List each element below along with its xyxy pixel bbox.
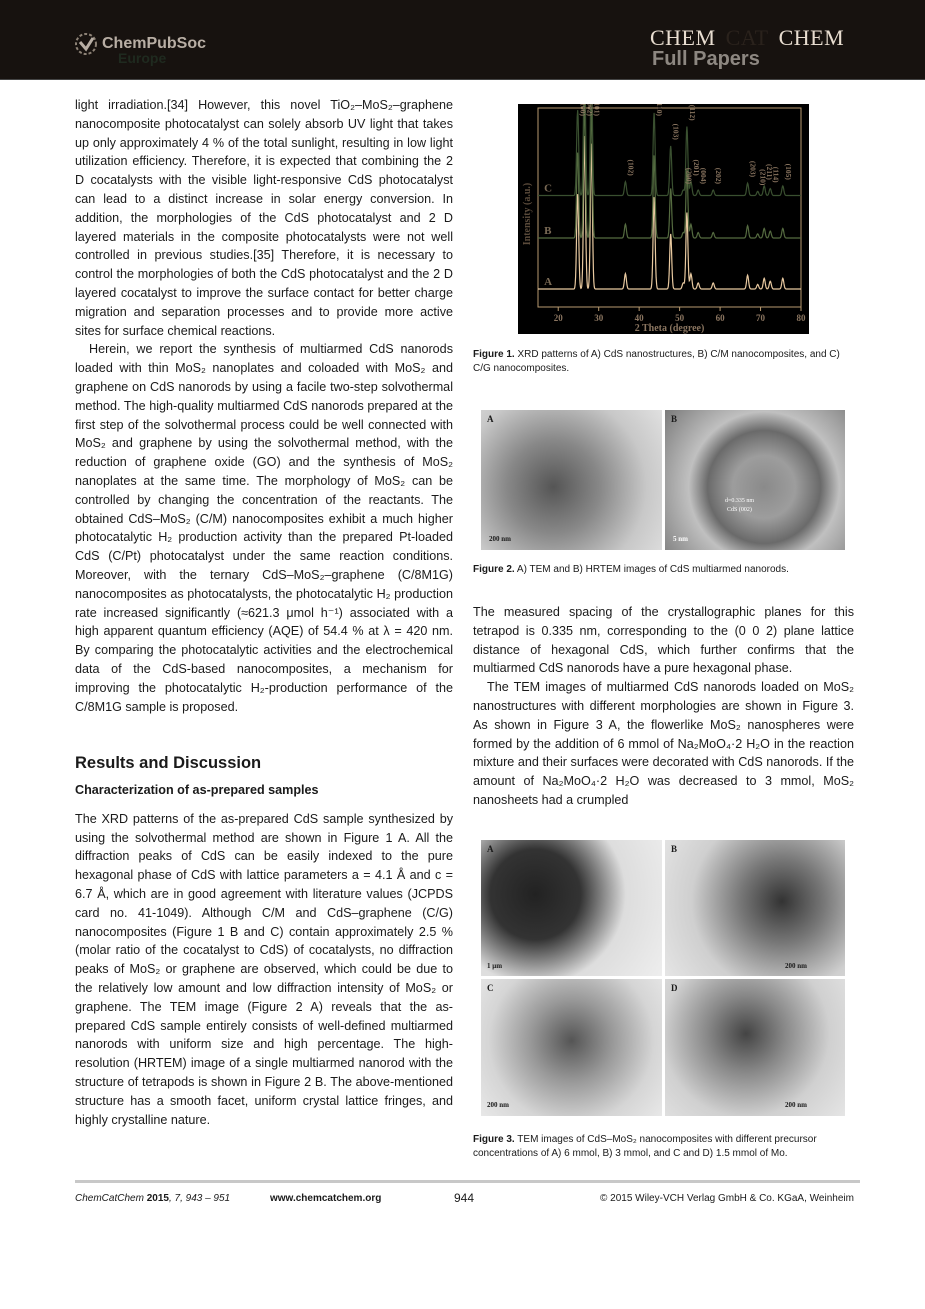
journal-title-a: CHEM (650, 25, 716, 50)
scale-bar-label: 200 nm (489, 535, 511, 543)
paragraph: The measured spacing of the crystallographic planes for this tetrapod is 0.335 nm, corresponding to the (0 0 2) plane lattice distance of hexagonal CdS, which further confirms that the multiarmed CdS nanorods have a pure hexagonal phase. (473, 605, 854, 676)
paragraph: The TEM images of multiarmed CdS nanorods loaded on MoS₂ nanostructures with different morphologies are shown in Figure 3. As shown in Figure 3 A, the flowerlike MoS₂ nanospheres were formed by the addition of 6 mmol of Na₂MoO₄·2 H₂O in the reaction mixture and their surfaces were decorated with CdS nanorods. If the amount of Na₂MoO₄·2 H₂O was decreased to 3 mmol, MoS₂ nanosheets had a crumpled (473, 680, 854, 807)
journal-header (0, 0, 925, 80)
scale-bar-label: 200 nm (487, 1101, 509, 1109)
series-label: C (544, 182, 553, 195)
peak-label: (202) (714, 167, 724, 184)
journal-title-c: CHEM (778, 25, 845, 50)
page-number: 944 (454, 1191, 475, 1205)
subsection-heading: Characterization of as-prepared samples (75, 783, 319, 798)
series-label: B (544, 225, 552, 237)
peak-label: (201) (691, 159, 701, 176)
publisher-name: ChemPubSoc (102, 35, 207, 52)
paragraph: light irradiation.[34] However, this novel TiO₂–MoS₂–graphene nanocomposite photocatalyst can solely absorb UV light that takes up only approximately 4 % of the total sunlight, resulting in low light utilization efficiency. Therefore, it is expected that combining the 2 D cocatalysts with the visible light-responsive CdS photocatalyst can lead to a distinct increase in solar energy conversion. In addition, the morphologies of the CdS photocatalyst and 2 D layered materials in the composite photocatalysts were not well controlled in previous studies.[35] Therefore, it is necessary to control the morphologies of both the CdS photocatalyst and the 2 D layered cocatalyst to improve the surface contact for better charge migration and separation processes and to provide more active sites for surface chemical reactions. (75, 98, 453, 338)
chempubsoc-logo (74, 32, 207, 66)
peak-label: (105) (783, 163, 793, 180)
section-heading: Results and Discussion (75, 754, 262, 773)
x-tick-label: 20 (553, 313, 563, 323)
series-label: A (544, 276, 553, 288)
x-tick-label: 40 (634, 313, 644, 323)
x-axis-label: 2 Theta (degree) (634, 323, 705, 334)
footer-journal: ChemCatChem (75, 1193, 144, 1204)
peak-label: (210) (758, 169, 768, 186)
figure-2a-tem-image (481, 410, 662, 550)
section-label: Full Papers (652, 48, 760, 70)
x-tick-label: 70 (756, 313, 766, 323)
scale-bar-label: 200 nm (785, 1101, 807, 1109)
right-column-text (473, 603, 854, 810)
paragraph: The XRD patterns of the as-prepared CdS sample synthesized by using the solvothermal method are shown in Figure 1 A. All the diffraction peaks of CdS can be easily indexed to the pure hexagonal phase of CdS with lattice parameters a = 4.1 Å and c = 6.7 Å, which are in good agreement with literature values (JCPDS card no. 41-1049). Although C/M and CdS–graphene (C/G) nanocomposites (Figure 1 B and C) contain approximately 2.5 % (molar ratio of the cocatalyst to CdS) of cocatalysts, no diffraction peaks of MoS₂ or graphene are observed, which could be due to the relatively low amount and low diffraction intensity of MoS₂ or graphene. The TEM image (Figure 2 A) reveals that the as-prepared CdS sample entirely consists of well-defined multiarmed nanorods with uniform size and high percentage. The high-resolution (HRTEM) image of a single multiarmed nanorod with the structure of tetrapods is shown in Figure 2 B. The above-mentioned structure has a smooth facet, uniform crystal lattice fringes, and highly crystalline nature. (75, 811, 453, 1127)
footer-volume: , 7, 943 – 951 (168, 1193, 231, 1204)
caption-text: XRD patterns of A) CdS nanostructures, B) C/M nanocomposites, and C) C/G nanocomposites. (473, 349, 840, 374)
panel-label: A (487, 844, 494, 854)
scale-bar-label: 200 nm (785, 962, 807, 970)
lattice-spacing-label: d=0.335 nm (725, 498, 755, 504)
caption-label: Figure 3. (473, 1134, 515, 1145)
caption-text: TEM images of CdS–MoS₂ nanocomposites with different precursor concentrations of A) 6 mmol, B) 3 mmol, and C and D) 1.5 mmol of Mo. (473, 1134, 817, 1159)
peak-label: (002) (585, 104, 595, 116)
footer-copyright: © 2015 Wiley-VCH Verlag GmbH & Co. KGaA, Weinheim (600, 1193, 854, 1204)
chempubsoc-emblem-icon (74, 32, 98, 56)
panel-label: B (671, 414, 678, 424)
peak-label: (203) (748, 160, 758, 178)
peak-label: (114) (771, 166, 781, 183)
figure-3a-tem-image (481, 840, 662, 976)
peak-label: (200) (684, 167, 694, 184)
figure-1-caption (473, 348, 853, 376)
figure-3-caption (473, 1133, 858, 1161)
panel-label: B (671, 844, 678, 854)
x-tick-label: 30 (594, 313, 604, 323)
paragraph: Herein, we report the synthesis of multiarmed CdS nanorods loaded with thin MoS₂ nanoplates and coloaded with MoS₂ and graphene on CdS nanorods by using a facile two-step solvothermal method. The high-quality multiarmed CdS nanorods prepared at the first step of the solvothermal process could be well connected with MoS₂ and graphene by using the solvothermal method, with the reduction of graphene oxide (GO) and the synthesis of MoS₂ nanoplates at the same time. The morphology of MoS₂ can be controlled by changing the concentration of the reactants. The obtained CdS–MoS₂ (C/M) nanocomposites exhibit a much higher photocatalytic H₂ production activity than the prepared Pt-loaded CdS (C/Pt) photocatalyst under the same reaction conditions. Moreover, with the ternary CdS–MoS₂–graphene (C/8M1G) nanocomposites as photocatalysts, the photocatalytic H₂ production rate increased significantly (≈621.3 μmol h⁻¹) associated with a high apparent quantum efficiency (AQE) of 54.4 % at λ = 420 nm. By comparing the photocatalytic activities and the electrochemical data of the CdS-based nanocomposites, a mechanism for improving the photocatalytic H₂-production performance of the C/8M1G sample is proposed. (75, 342, 453, 714)
peak-label: (004) (699, 167, 709, 184)
peak-label: (102) (626, 159, 636, 176)
peak-label: (103) (671, 123, 681, 140)
panel-label: A (487, 414, 494, 424)
peak-label: (211) (765, 164, 775, 180)
y-axis-label: Intensity (a.u.) (522, 182, 533, 246)
x-tick-label: 50 (675, 313, 685, 323)
figure-2-caption (473, 563, 853, 577)
peak-label: (112) (687, 104, 697, 121)
figure-3d-tem-image (665, 979, 845, 1116)
caption-label: Figure 1. (473, 349, 515, 360)
scale-bar-label: 1 μm (487, 962, 503, 970)
scale-bar-label: 5 nm (673, 535, 688, 543)
footer-citation (75, 1193, 230, 1204)
caption-text: A) TEM and B) HRTEM images of CdS multiarmed nanorods. (514, 564, 789, 575)
figure-1-xrd-chart (518, 104, 809, 334)
footer-year: 2015 (146, 1193, 169, 1204)
figure-3b-tem-image (665, 840, 845, 976)
plane-label: CdS (002) (727, 507, 752, 513)
peak-label: (100) (578, 104, 588, 116)
x-tick-label: 60 (715, 313, 725, 323)
panel-label: C (487, 983, 494, 993)
caption-label: Figure 2. (473, 564, 515, 575)
journal-title-b: CAT (725, 25, 769, 50)
x-tick-label: 80 (796, 313, 806, 323)
figure-3c-tem-image (481, 979, 662, 1116)
footer-divider (75, 1180, 860, 1183)
panel-label: D (671, 983, 678, 993)
peak-label: (110) (655, 104, 665, 116)
left-column (75, 96, 453, 1129)
publisher-sub: Europe (118, 50, 167, 66)
footer-url[interactable]: www.chemcatchem.org (270, 1193, 382, 1204)
figure-2b-hrtem-image (665, 410, 845, 550)
peak-label: (101) (592, 104, 602, 116)
